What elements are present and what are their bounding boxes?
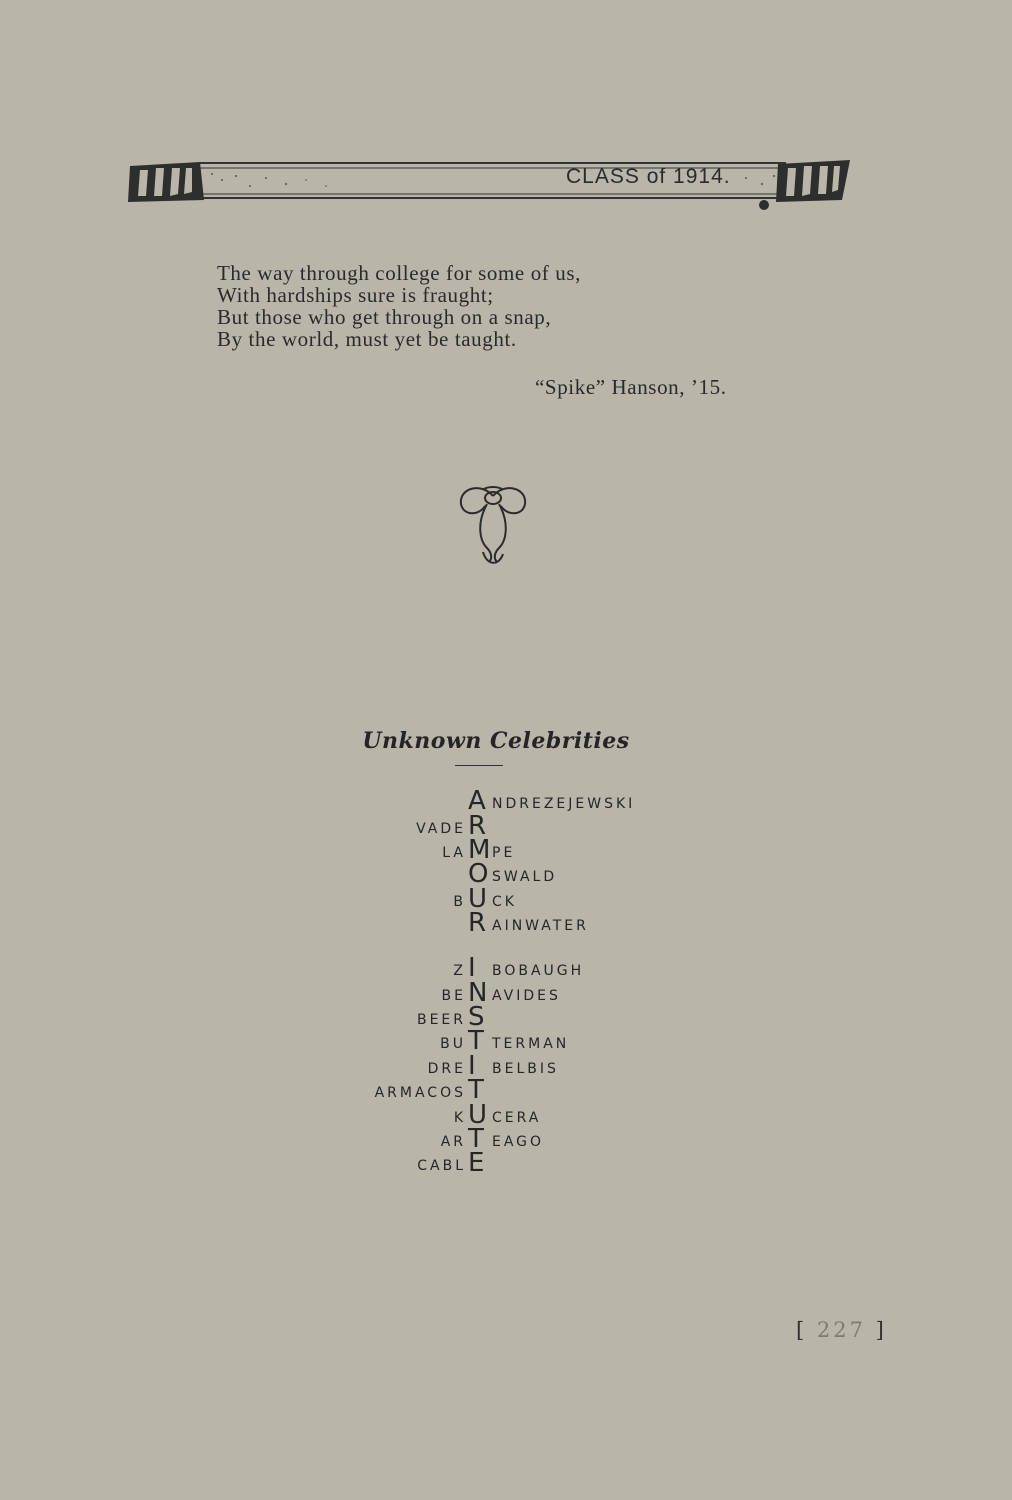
- acrostic-row: [0, 1075, 1012, 1103]
- poem-line: With hardships sure is fraught;: [217, 283, 494, 307]
- name-prefix: DRE: [427, 1061, 466, 1077]
- acrostic-letter: T: [468, 1026, 484, 1056]
- name-suffix: BELBIS: [492, 1061, 559, 1077]
- name-prefix: CABL: [417, 1158, 466, 1174]
- page-number: [796, 1318, 887, 1342]
- acrostic-letter: S: [468, 1002, 485, 1032]
- acrostic-row: [0, 908, 1012, 936]
- name-suffix: SWALD: [492, 869, 558, 885]
- name-suffix: NDREZEJEWSKI: [492, 796, 636, 812]
- acrostic-letter: U: [468, 884, 488, 914]
- acrostic-letter: I: [468, 953, 476, 983]
- poem-attribution: “Spike” Hanson, ’15.: [535, 375, 727, 399]
- name-suffix: TERMAN: [492, 1036, 570, 1052]
- name-suffix: CERA: [492, 1110, 542, 1126]
- name-prefix: Z: [453, 963, 466, 979]
- acrostic-letter: N: [468, 978, 488, 1008]
- name-prefix: BU: [440, 1036, 466, 1052]
- name-suffix: AVIDES: [492, 988, 561, 1004]
- name-prefix: BE: [441, 988, 466, 1004]
- poem-line: By the world, must yet be taught.: [217, 327, 517, 351]
- acrostic-letter: A: [468, 786, 486, 816]
- section-title: Unknown Celebrities: [362, 728, 630, 754]
- name-prefix: ARMACOS: [374, 1085, 466, 1101]
- name-prefix: B: [453, 894, 466, 910]
- acrostic-letter: R: [468, 811, 487, 841]
- name-suffix: CK: [492, 894, 517, 910]
- name-suffix: BOBAUGH: [492, 963, 585, 979]
- acrostic-row: [0, 953, 1012, 981]
- name-suffix: EAGO: [492, 1134, 545, 1150]
- banner-title: CLASS of 1914.: [566, 165, 731, 188]
- name-prefix: BEER: [416, 1012, 466, 1028]
- poem-line: The way through college for some of us,: [217, 261, 581, 285]
- name-prefix: VADE: [416, 821, 466, 837]
- acrostic-letter: O: [468, 859, 489, 889]
- poem-line: But those who get through on a snap,: [217, 305, 552, 329]
- acrostic-row: [0, 1148, 1012, 1176]
- name-suffix: PE: [492, 845, 516, 861]
- acrostic-row: [0, 859, 1012, 887]
- name-suffix: AINWATER: [492, 918, 589, 934]
- acrostic-row: [0, 1026, 1012, 1054]
- acrostic-letter: T: [468, 1075, 484, 1105]
- acrostic-letter: U: [468, 1100, 488, 1130]
- acrostic-letter: I: [468, 1051, 476, 1081]
- bracket-close: ]: [875, 1318, 887, 1342]
- acrostic-letter: R: [468, 908, 487, 938]
- acrostic-row: [0, 786, 1012, 814]
- page-number-value: 227: [816, 1318, 866, 1342]
- acrostic-letter: T: [468, 1124, 484, 1154]
- bracket-open: [: [796, 1318, 808, 1342]
- name-prefix: K: [453, 1110, 466, 1126]
- acrostic-letter: M: [468, 835, 491, 865]
- name-prefix: LA: [442, 845, 466, 861]
- name-prefix: AR: [440, 1134, 466, 1150]
- acrostic-letter: E: [468, 1148, 485, 1178]
